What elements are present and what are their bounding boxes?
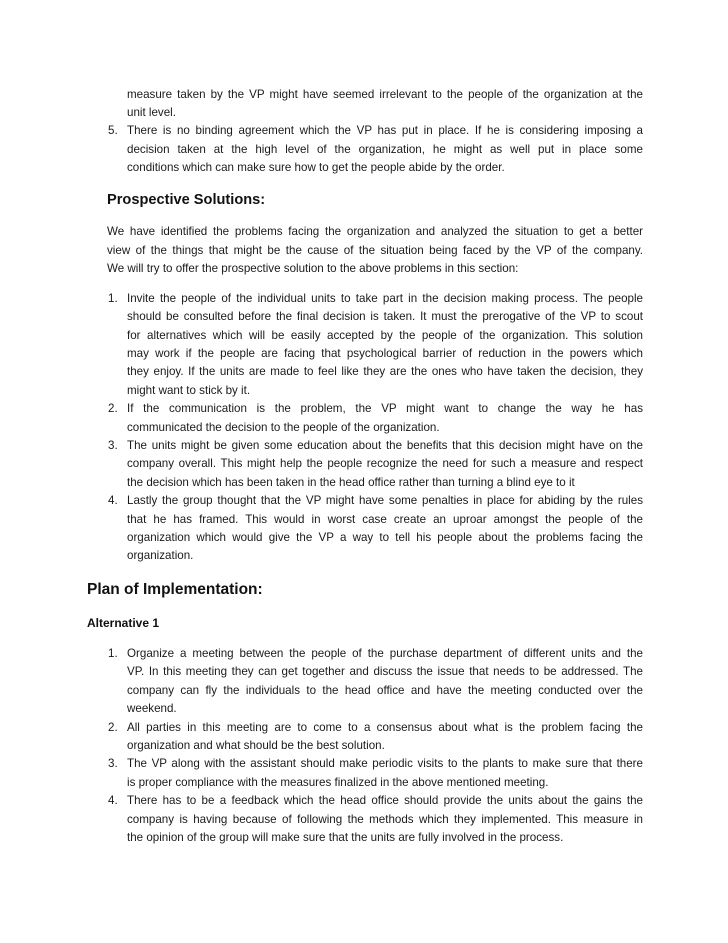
list-item-line: decision taken at the high level of the organization, he might as well put in place some bbox=[127, 143, 643, 156]
list-item-line: company can fly the individuals to the head office and have the meeting conducted over the bbox=[127, 684, 643, 697]
subheading-alternative-1: Alternative 1 bbox=[87, 616, 160, 630]
list-item-line: communicated the decision to the people of the organization. bbox=[127, 421, 440, 434]
list-item-line: organization. bbox=[127, 549, 194, 562]
list-item-line: conditions which can make sure how to get the people abide by the order. bbox=[127, 161, 505, 174]
list-item-line: company overall. This might help the people recognize the need for such a measure and respect bbox=[127, 457, 643, 470]
list-number: 1. bbox=[108, 647, 118, 660]
list-item-line: The VP along with the assistant should make periodic visits to the plants to make sure that there bbox=[127, 757, 643, 770]
list-item-line: organization which would give the VP a way to tell his people about the problems facing the bbox=[127, 531, 643, 544]
list-item-line: organization and what should be the best solution. bbox=[127, 739, 385, 752]
list-item-line: might want to stick by it. bbox=[127, 384, 251, 397]
list-item-line: The units might be given some education about the benefits that this decision might have on the bbox=[127, 439, 643, 452]
paragraph-line: We will try to offer the prospective solution to the above problems in this section: bbox=[107, 262, 519, 275]
list-item-line: There has to be a feedback which the head office should provide the units about the gains the bbox=[127, 794, 643, 807]
list-number: 4. bbox=[108, 794, 118, 807]
paragraph-line: view of the things that might be the cause of the situation being faced by the VP of the company. bbox=[107, 244, 643, 257]
section-heading-prospective-solutions: Prospective Solutions: bbox=[107, 192, 266, 208]
list-item-line: All parties in this meeting are to come to a consensus about what is the problem facing the bbox=[127, 721, 643, 734]
list-item-line: the opinion of the group will make sure that the units are fully involved in the process. bbox=[127, 831, 564, 844]
section-heading-plan-of-implementation: Plan of Implementation: bbox=[87, 581, 263, 598]
intro-continuation-line: unit level. bbox=[127, 106, 176, 119]
list-number: 2. bbox=[108, 402, 118, 415]
list-number: 5. bbox=[108, 124, 118, 137]
list-item-line: is proper compliance with the measures finalized in the above mentioned meeting. bbox=[127, 776, 549, 789]
list-item-line: Lastly the group thought that the VP might have some penalties in place for abiding by the rules bbox=[127, 494, 643, 507]
list-item-line: There is no binding agreement which the VP has put in place. If he is considering imposing a bbox=[127, 124, 643, 137]
list-item-line: VP. In this meeting they can get together and discuss the issue that needs to be addressed. The bbox=[127, 665, 643, 678]
list-number: 2. bbox=[108, 721, 118, 734]
list-item-line: If the communication is the problem, the VP might want to change the way he has bbox=[127, 402, 643, 415]
list-item-line: may work if the people are facing that psychological barrier of reduction in the powers which bbox=[127, 347, 643, 360]
list-item-line: company is having because of following the methods which they implemented. This measure in bbox=[127, 813, 643, 826]
list-item-line: the decision which has been taken in the head office rather than turning a blind eye to it bbox=[127, 476, 575, 489]
list-number: 4. bbox=[108, 494, 118, 507]
paragraph-line: We have identified the problems facing the organization and analyzed the situation to get a better bbox=[107, 225, 643, 238]
list-number: 3. bbox=[108, 439, 118, 452]
list-item-line: Invite the people of the individual units to take part in the decision making process. The people bbox=[127, 292, 643, 305]
list-item-line: for alternatives which will be easily accepted by the people of the organization. This solution bbox=[127, 329, 643, 342]
list-number: 3. bbox=[108, 757, 118, 770]
intro-continuation-line: measure taken by the VP might have seemed irrelevant to the people of the organization at the bbox=[127, 88, 643, 101]
list-number: 1. bbox=[108, 292, 118, 305]
list-item-line: weekend. bbox=[127, 702, 177, 715]
list-item-line: should be consulted before the final decision is taken. It must the prerogative of the VP to scout bbox=[127, 310, 643, 323]
list-item-line: Organize a meeting between the people of the purchase department of different units and the bbox=[127, 647, 643, 660]
list-item-line: they enjoy. If the units are made to feel like they are the ones who have taken the decision, they bbox=[127, 365, 643, 378]
list-item-line: that he has framed. This would in worst case create an uproar amongst the people of the bbox=[127, 513, 643, 526]
